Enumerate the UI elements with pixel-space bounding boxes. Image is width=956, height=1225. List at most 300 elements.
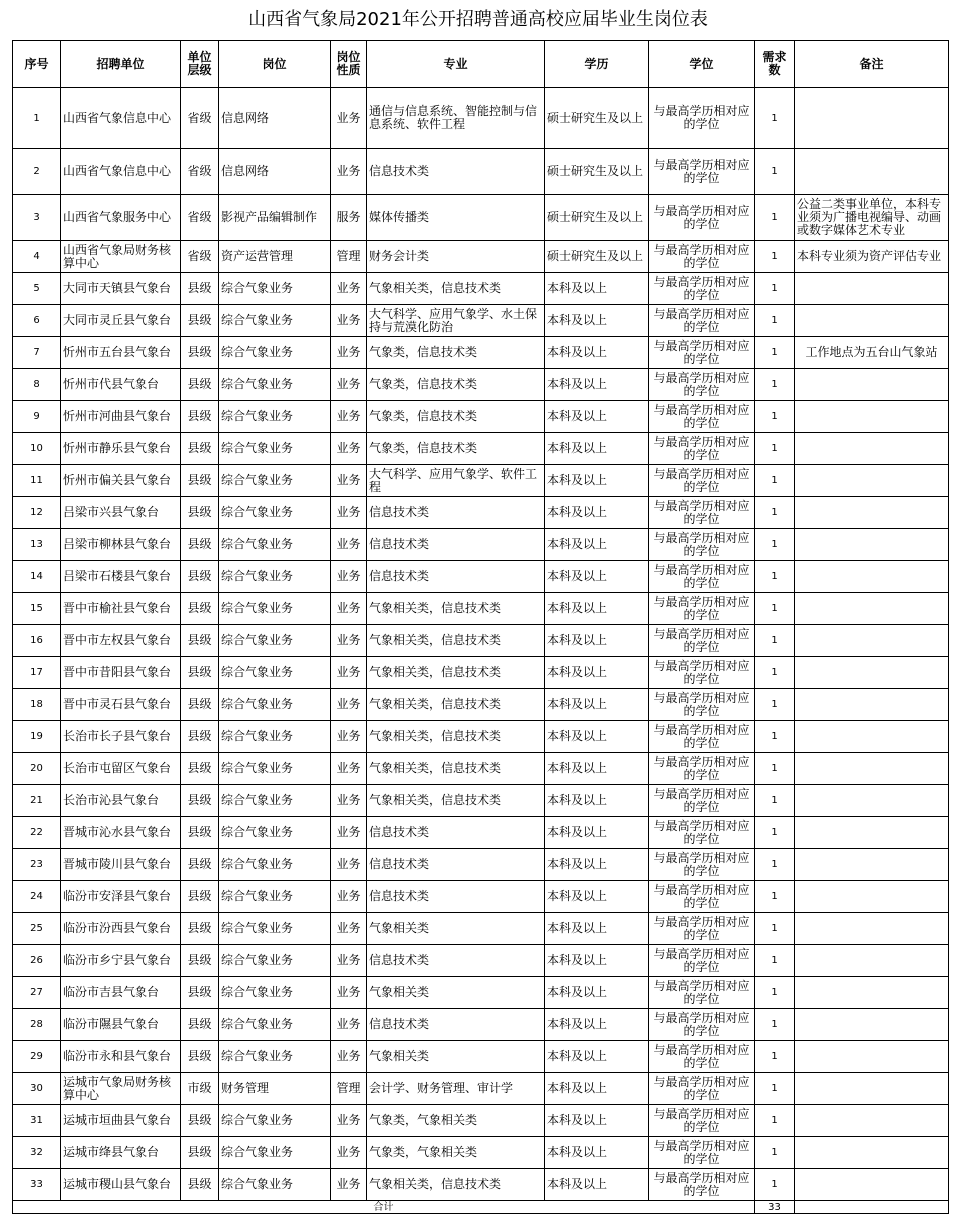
cell-level: 县级 [181, 721, 219, 753]
cell-degree: 与最高学历相对应的学位 [649, 1169, 755, 1201]
cell-degree: 与最高学历相对应的学位 [649, 945, 755, 977]
cell-edu: 本科及以上 [545, 977, 649, 1009]
cell-post: 综合气象业务 [219, 337, 331, 369]
cell-post: 综合气象业务 [219, 1009, 331, 1041]
cell-count: 1 [755, 977, 795, 1009]
cell-seq: 31 [13, 1105, 61, 1137]
cell-degree: 与最高学历相对应的学位 [649, 561, 755, 593]
cell-edu: 本科及以上 [545, 401, 649, 433]
cell-post: 综合气象业务 [219, 721, 331, 753]
cell-edu: 本科及以上 [545, 753, 649, 785]
cell-level: 县级 [181, 369, 219, 401]
cell-level: 县级 [181, 689, 219, 721]
cell-edu: 本科及以上 [545, 433, 649, 465]
cell-count: 1 [755, 241, 795, 273]
total-count: 33 [755, 1201, 795, 1214]
table-row [13, 529, 949, 561]
cell-count: 1 [755, 689, 795, 721]
cell-level: 省级 [181, 149, 219, 195]
cell-post: 综合气象业务 [219, 1105, 331, 1137]
cell-seq: 24 [13, 881, 61, 913]
cell-nature: 服务 [331, 195, 367, 241]
cell-seq: 6 [13, 305, 61, 337]
cell-seq: 5 [13, 273, 61, 305]
cell-edu: 本科及以上 [545, 305, 649, 337]
cell-edu: 硕士研究生及以上 [545, 195, 649, 241]
cell-remark [795, 529, 949, 561]
cell-degree: 与最高学历相对应的学位 [649, 149, 755, 195]
cell-unit: 长治市长子县气象台 [61, 721, 181, 753]
cell-edu: 硕士研究生及以上 [545, 149, 649, 195]
cell-edu: 硕士研究生及以上 [545, 88, 649, 149]
header-count: 需求数 [755, 41, 795, 88]
cell-level: 县级 [181, 561, 219, 593]
cell-level: 县级 [181, 593, 219, 625]
cell-major: 信息技术类 [367, 529, 545, 561]
cell-major: 气象相关类 [367, 977, 545, 1009]
table-row [13, 149, 949, 195]
cell-seq: 18 [13, 689, 61, 721]
cell-remark [795, 369, 949, 401]
cell-seq: 22 [13, 817, 61, 849]
cell-seq: 2 [13, 149, 61, 195]
cell-post: 综合气象业务 [219, 433, 331, 465]
cell-count: 1 [755, 1105, 795, 1137]
table-row [13, 721, 949, 753]
cell-degree: 与最高学历相对应的学位 [649, 977, 755, 1009]
cell-remark [795, 561, 949, 593]
cell-seq: 32 [13, 1137, 61, 1169]
cell-remark [795, 689, 949, 721]
cell-post: 综合气象业务 [219, 593, 331, 625]
cell-remark [795, 433, 949, 465]
cell-seq: 12 [13, 497, 61, 529]
cell-level: 县级 [181, 433, 219, 465]
cell-major: 信息技术类 [367, 945, 545, 977]
cell-count: 1 [755, 401, 795, 433]
cell-remark [795, 785, 949, 817]
cell-post: 综合气象业务 [219, 1169, 331, 1201]
cell-major: 气象相关类，信息技术类 [367, 721, 545, 753]
cell-post: 综合气象业务 [219, 657, 331, 689]
cell-unit: 山西省气象服务中心 [61, 195, 181, 241]
cell-nature: 业务 [331, 1169, 367, 1201]
cell-nature: 业务 [331, 657, 367, 689]
cell-unit: 晋城市陵川县气象台 [61, 849, 181, 881]
cell-remark [795, 88, 949, 149]
cell-post: 资产运营管理 [219, 241, 331, 273]
cell-post: 综合气象业务 [219, 689, 331, 721]
cell-major: 气象类，气象相关类 [367, 1105, 545, 1137]
cell-major: 气象相关类，信息技术类 [367, 593, 545, 625]
cell-remark [795, 593, 949, 625]
cell-nature: 业务 [331, 369, 367, 401]
cell-major: 气象类，信息技术类 [367, 337, 545, 369]
cell-post: 信息网络 [219, 149, 331, 195]
cell-post: 综合气象业务 [219, 1041, 331, 1073]
cell-degree: 与最高学历相对应的学位 [649, 817, 755, 849]
cell-nature: 业务 [331, 561, 367, 593]
cell-degree: 与最高学历相对应的学位 [649, 1137, 755, 1169]
cell-degree: 与最高学历相对应的学位 [649, 689, 755, 721]
cell-seq: 16 [13, 625, 61, 657]
cell-count: 1 [755, 149, 795, 195]
cell-edu: 本科及以上 [545, 1169, 649, 1201]
cell-major: 媒体传播类 [367, 195, 545, 241]
cell-major: 气象相关类，信息技术类 [367, 785, 545, 817]
table-row [13, 497, 949, 529]
cell-nature: 业务 [331, 945, 367, 977]
cell-degree: 与最高学历相对应的学位 [649, 593, 755, 625]
cell-major: 气象相关类，信息技术类 [367, 273, 545, 305]
cell-seq: 13 [13, 529, 61, 561]
cell-nature: 业务 [331, 273, 367, 305]
cell-count: 1 [755, 1169, 795, 1201]
table-row [13, 88, 949, 149]
cell-degree: 与最高学历相对应的学位 [649, 913, 755, 945]
cell-unit: 临汾市吉县气象台 [61, 977, 181, 1009]
cell-degree: 与最高学历相对应的学位 [649, 721, 755, 753]
cell-degree: 与最高学历相对应的学位 [649, 785, 755, 817]
cell-count: 1 [755, 88, 795, 149]
cell-post: 综合气象业务 [219, 401, 331, 433]
cell-major: 气象类，信息技术类 [367, 369, 545, 401]
cell-nature: 业务 [331, 977, 367, 1009]
cell-edu: 本科及以上 [545, 1041, 649, 1073]
table-row [13, 1009, 949, 1041]
table-body [13, 88, 949, 1201]
cell-major: 信息技术类 [367, 497, 545, 529]
table-row [13, 433, 949, 465]
cell-level: 县级 [181, 273, 219, 305]
cell-edu: 本科及以上 [545, 689, 649, 721]
cell-level: 县级 [181, 529, 219, 561]
cell-remark [795, 1009, 949, 1041]
cell-post: 综合气象业务 [219, 785, 331, 817]
cell-degree: 与最高学历相对应的学位 [649, 369, 755, 401]
cell-degree: 与最高学历相对应的学位 [649, 241, 755, 273]
cell-nature: 业务 [331, 433, 367, 465]
cell-remark [795, 721, 949, 753]
cell-major: 气象相关类，信息技术类 [367, 689, 545, 721]
cell-level: 县级 [181, 849, 219, 881]
cell-count: 1 [755, 497, 795, 529]
cell-unit: 晋中市左权县气象台 [61, 625, 181, 657]
cell-unit: 忻州市偏关县气象台 [61, 465, 181, 497]
cell-remark [795, 753, 949, 785]
cell-level: 县级 [181, 753, 219, 785]
cell-edu: 本科及以上 [545, 1073, 649, 1105]
cell-seq: 20 [13, 753, 61, 785]
cell-major: 大气科学、应用气象学、水土保持与荒漠化防治 [367, 305, 545, 337]
table-row [13, 1169, 949, 1201]
cell-major: 气象相关类，信息技术类 [367, 657, 545, 689]
cell-count: 1 [755, 433, 795, 465]
cell-remark [795, 625, 949, 657]
cell-seq: 26 [13, 945, 61, 977]
cell-level: 县级 [181, 785, 219, 817]
cell-major: 气象相关类 [367, 1041, 545, 1073]
cell-major: 通信与信息系统、智能控制与信息系统、软件工程 [367, 88, 545, 149]
cell-major: 会计学、财务管理、审计学 [367, 1073, 545, 1105]
cell-seq: 14 [13, 561, 61, 593]
cell-remark [795, 465, 949, 497]
cell-level: 省级 [181, 241, 219, 273]
cell-degree: 与最高学历相对应的学位 [649, 849, 755, 881]
cell-major: 气象相关类，信息技术类 [367, 625, 545, 657]
cell-count: 1 [755, 785, 795, 817]
cell-unit: 吕梁市石楼县气象台 [61, 561, 181, 593]
cell-level: 县级 [181, 401, 219, 433]
table-row [13, 465, 949, 497]
cell-post: 综合气象业务 [219, 817, 331, 849]
cell-edu: 硕士研究生及以上 [545, 241, 649, 273]
header-degree: 学位 [649, 41, 755, 88]
cell-unit: 长治市沁县气象台 [61, 785, 181, 817]
cell-level: 市级 [181, 1073, 219, 1105]
cell-seq: 19 [13, 721, 61, 753]
cell-degree: 与最高学历相对应的学位 [649, 195, 755, 241]
cell-edu: 本科及以上 [545, 1137, 649, 1169]
cell-nature: 业务 [331, 785, 367, 817]
cell-degree: 与最高学历相对应的学位 [649, 881, 755, 913]
cell-level: 县级 [181, 305, 219, 337]
cell-count: 1 [755, 753, 795, 785]
table-row [13, 337, 949, 369]
cell-degree: 与最高学历相对应的学位 [649, 337, 755, 369]
table-row [13, 1105, 949, 1137]
cell-count: 1 [755, 1073, 795, 1105]
cell-edu: 本科及以上 [545, 593, 649, 625]
cell-degree: 与最高学历相对应的学位 [649, 273, 755, 305]
cell-nature: 业务 [331, 305, 367, 337]
cell-major: 气象相关类，信息技术类 [367, 1169, 545, 1201]
cell-level: 县级 [181, 913, 219, 945]
cell-major: 信息技术类 [367, 881, 545, 913]
cell-remark [795, 305, 949, 337]
cell-major: 信息技术类 [367, 561, 545, 593]
cell-level: 县级 [181, 465, 219, 497]
cell-unit: 忻州市静乐县气象台 [61, 433, 181, 465]
cell-unit: 山西省气象信息中心 [61, 149, 181, 195]
cell-post: 综合气象业务 [219, 945, 331, 977]
cell-major: 信息技术类 [367, 817, 545, 849]
cell-degree: 与最高学历相对应的学位 [649, 305, 755, 337]
cell-degree: 与最高学历相对应的学位 [649, 1041, 755, 1073]
cell-seq: 11 [13, 465, 61, 497]
cell-level: 县级 [181, 1105, 219, 1137]
cell-count: 1 [755, 881, 795, 913]
table-row [13, 817, 949, 849]
cell-nature: 业务 [331, 1009, 367, 1041]
cell-major: 气象类，信息技术类 [367, 433, 545, 465]
cell-degree: 与最高学历相对应的学位 [649, 401, 755, 433]
cell-remark [795, 401, 949, 433]
cell-nature: 业务 [331, 1041, 367, 1073]
cell-unit: 山西省气象局财务核算中心 [61, 241, 181, 273]
cell-major: 气象类，信息技术类 [367, 401, 545, 433]
cell-seq: 15 [13, 593, 61, 625]
cell-edu: 本科及以上 [545, 913, 649, 945]
table-row [13, 689, 949, 721]
cell-nature: 业务 [331, 689, 367, 721]
cell-degree: 与最高学历相对应的学位 [649, 497, 755, 529]
table-row [13, 273, 949, 305]
table-row [13, 593, 949, 625]
table-row [13, 753, 949, 785]
cell-count: 1 [755, 529, 795, 561]
cell-unit: 运城市绛县气象台 [61, 1137, 181, 1169]
table-row [13, 369, 949, 401]
recruitment-table [12, 40, 949, 1214]
cell-edu: 本科及以上 [545, 1009, 649, 1041]
header-major: 专业 [367, 41, 545, 88]
table-row [13, 881, 949, 913]
cell-nature: 业务 [331, 1105, 367, 1137]
header-edu: 学历 [545, 41, 649, 88]
cell-post: 综合气象业务 [219, 497, 331, 529]
cell-edu: 本科及以上 [545, 369, 649, 401]
total-label: 合计 [13, 1201, 755, 1214]
table-row [13, 195, 949, 241]
table-row [13, 849, 949, 881]
cell-major: 信息技术类 [367, 849, 545, 881]
page-title: 山西省气象局2021年公开招聘普通高校应届毕业生岗位表 [248, 9, 708, 30]
cell-count: 1 [755, 721, 795, 753]
cell-count: 1 [755, 657, 795, 689]
cell-level: 县级 [181, 1137, 219, 1169]
cell-count: 1 [755, 561, 795, 593]
cell-post: 综合气象业务 [219, 849, 331, 881]
cell-remark [795, 977, 949, 1009]
table-row [13, 1137, 949, 1169]
table-row [13, 913, 949, 945]
cell-level: 县级 [181, 1009, 219, 1041]
table-row [13, 1041, 949, 1073]
cell-level: 县级 [181, 1169, 219, 1201]
cell-nature: 业务 [331, 625, 367, 657]
cell-nature: 业务 [331, 337, 367, 369]
cell-unit: 临汾市汾西县气象台 [61, 913, 181, 945]
cell-count: 1 [755, 1137, 795, 1169]
cell-edu: 本科及以上 [545, 1105, 649, 1137]
cell-unit: 忻州市河曲县气象台 [61, 401, 181, 433]
cell-post: 综合气象业务 [219, 369, 331, 401]
cell-degree: 与最高学历相对应的学位 [649, 1073, 755, 1105]
cell-major: 气象相关类，信息技术类 [367, 753, 545, 785]
cell-count: 1 [755, 305, 795, 337]
cell-remark [795, 881, 949, 913]
cell-count: 1 [755, 817, 795, 849]
cell-nature: 业务 [331, 497, 367, 529]
cell-unit: 运城市稷山县气象台 [61, 1169, 181, 1201]
cell-remark [795, 1169, 949, 1201]
cell-post: 影视产品编辑制作 [219, 195, 331, 241]
cell-nature: 业务 [331, 1137, 367, 1169]
cell-remark: 本科专业须为资产评估专业 [795, 241, 949, 273]
cell-degree: 与最高学历相对应的学位 [649, 1105, 755, 1137]
table-row [13, 561, 949, 593]
cell-seq: 9 [13, 401, 61, 433]
cell-post: 综合气象业务 [219, 1137, 331, 1169]
cell-nature: 业务 [331, 529, 367, 561]
cell-remark [795, 913, 949, 945]
cell-nature: 业务 [331, 721, 367, 753]
cell-post: 财务管理 [219, 1073, 331, 1105]
cell-edu: 本科及以上 [545, 561, 649, 593]
cell-edu: 本科及以上 [545, 817, 649, 849]
cell-count: 1 [755, 849, 795, 881]
cell-edu: 本科及以上 [545, 497, 649, 529]
cell-level: 县级 [181, 881, 219, 913]
cell-unit: 忻州市五台县气象台 [61, 337, 181, 369]
cell-seq: 27 [13, 977, 61, 1009]
cell-post: 综合气象业务 [219, 305, 331, 337]
cell-edu: 本科及以上 [545, 337, 649, 369]
cell-level: 省级 [181, 195, 219, 241]
cell-post: 综合气象业务 [219, 913, 331, 945]
cell-remark [795, 817, 949, 849]
cell-post: 综合气象业务 [219, 977, 331, 1009]
cell-major: 信息技术类 [367, 1009, 545, 1041]
cell-unit: 忻州市代县气象台 [61, 369, 181, 401]
cell-seq: 23 [13, 849, 61, 881]
header-level: 单位层级 [181, 41, 219, 88]
cell-seq: 10 [13, 433, 61, 465]
cell-remark: 工作地点为五台山气象站 [795, 337, 949, 369]
cell-count: 1 [755, 369, 795, 401]
cell-remark: 公益二类事业单位，本科专业须为广播电视编导、动画或数字媒体艺术专业 [795, 195, 949, 241]
cell-post: 综合气象业务 [219, 753, 331, 785]
cell-remark [795, 657, 949, 689]
table-row [13, 977, 949, 1009]
cell-unit: 临汾市隰县气象台 [61, 1009, 181, 1041]
total-remark [795, 1201, 949, 1214]
cell-edu: 本科及以上 [545, 657, 649, 689]
header-unit: 招聘单位 [61, 41, 181, 88]
cell-seq: 8 [13, 369, 61, 401]
cell-degree: 与最高学历相对应的学位 [649, 1009, 755, 1041]
cell-nature: 业务 [331, 593, 367, 625]
cell-edu: 本科及以上 [545, 465, 649, 497]
cell-count: 1 [755, 195, 795, 241]
table-row [13, 401, 949, 433]
cell-remark [795, 149, 949, 195]
cell-edu: 本科及以上 [545, 849, 649, 881]
cell-edu: 本科及以上 [545, 529, 649, 561]
cell-level: 县级 [181, 337, 219, 369]
cell-unit: 长治市屯留区气象台 [61, 753, 181, 785]
cell-unit: 运城市垣曲县气象台 [61, 1105, 181, 1137]
cell-unit: 晋中市榆社县气象台 [61, 593, 181, 625]
table-row [13, 657, 949, 689]
cell-post: 综合气象业务 [219, 881, 331, 913]
cell-edu: 本科及以上 [545, 273, 649, 305]
cell-unit: 大同市天镇县气象台 [61, 273, 181, 305]
cell-seq: 3 [13, 195, 61, 241]
cell-count: 1 [755, 945, 795, 977]
cell-degree: 与最高学历相对应的学位 [649, 657, 755, 689]
cell-seq: 17 [13, 657, 61, 689]
cell-remark [795, 1073, 949, 1105]
cell-count: 1 [755, 593, 795, 625]
cell-major: 气象相关类 [367, 913, 545, 945]
header-row [13, 41, 949, 88]
cell-remark [795, 1041, 949, 1073]
table-row [13, 785, 949, 817]
cell-seq: 4 [13, 241, 61, 273]
cell-degree: 与最高学历相对应的学位 [649, 625, 755, 657]
